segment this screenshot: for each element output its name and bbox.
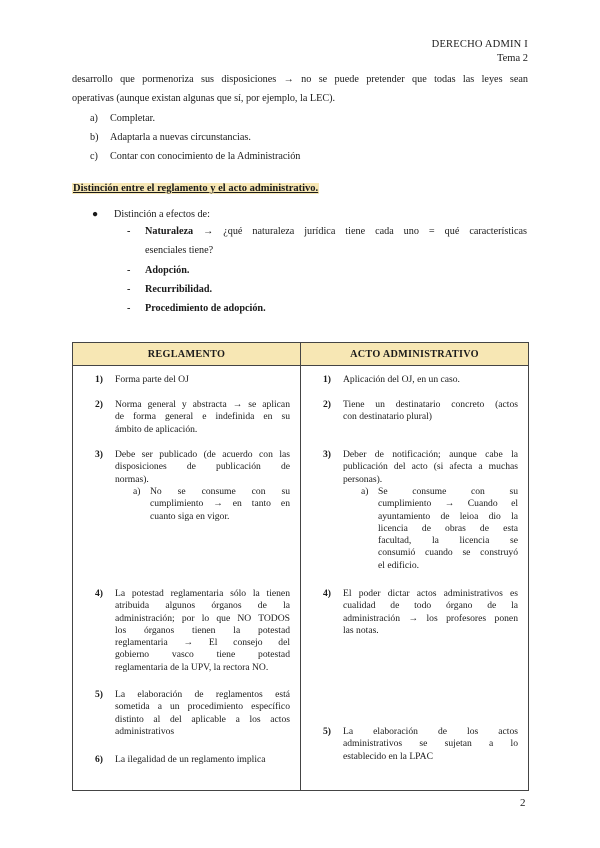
item-text: Deber de notificación; aunque cabe la publicación del acto (si afecta a muchas personas). — [343, 449, 518, 485]
section-title: Distinción entre el reglamento y el acto administrativo. — [73, 183, 319, 194]
subitem-text: No se consume con su cumplimiento → en tanto en cuanto siga en vigor. — [150, 486, 290, 522]
comparison-table — [72, 342, 529, 791]
item-number: 3) — [323, 449, 331, 460]
column-header-reglamento: REGLAMENTO — [73, 343, 301, 366]
item-text: La elaboración de los actos administrativos se sujetan a lo establecido en la LPAC — [343, 726, 518, 762]
intro-list-item — [90, 131, 251, 145]
item-number: 1) — [323, 374, 331, 385]
list-text: Contar con conocimiento de la Administración — [110, 151, 301, 162]
intro-line-1: desarrollo que pormenoriza sus disposiciones → no se puede pretender que todas las leyes sean — [72, 74, 528, 85]
criterion-item: - Naturaleza → ¿qué naturaleza jurídica tiene cada uno = qué características esenciales tiene? — [127, 222, 527, 260]
item-number: 1) — [95, 374, 103, 385]
intro-paragraph — [72, 70, 528, 108]
acto-column — [301, 366, 529, 791]
item-text: Forma parte del OJ — [115, 374, 189, 385]
reglamento-column — [73, 366, 301, 791]
item-number: 5) — [95, 689, 103, 700]
page-number: 2 — [520, 797, 526, 809]
item-text: El poder dictar actos administrativos es cualidad de todo órgano de la administración → los profesores ponen las notas. — [343, 588, 518, 636]
header-course: DERECHO ADMIN I — [431, 39, 528, 50]
intro-list-item — [90, 150, 300, 164]
item-text: Aplicación del OJ, en un caso. — [343, 374, 460, 385]
item-number: 6) — [95, 754, 103, 765]
list-marker: c) — [90, 151, 98, 162]
criterion-description: → ¿qué naturaleza jurídica tiene cada uno = qué características — [203, 226, 528, 237]
intro-list-item — [90, 112, 155, 126]
criterion-term: Naturaleza — [145, 226, 194, 237]
intro-line-2: operativas (aunque existan algunas que sí, por ejemplo, la LEC). — [72, 93, 336, 104]
item-text: La ilegalidad de un reglamento implica — [115, 754, 266, 765]
item-text: Norma general y abstracta → se aplican de forma general e indefinida en su ámbito de aplicación. — [115, 399, 290, 435]
item-number: 2) — [95, 399, 103, 410]
item-number: 4) — [323, 588, 331, 599]
subitem-text: Se consume con su cumplimiento → Cuando el ayuntamiento de leioa dio la licencia de obras de esta facultad, la licencia se consumió cuando se construyó el edificio. — [378, 486, 518, 571]
criterion-item: - Recurribilidad. — [127, 284, 213, 295]
criterion-term: Adopción. — [145, 265, 190, 276]
criterion-term: Procedimiento de adopción. — [145, 303, 266, 314]
bullet-item — [92, 209, 210, 220]
item-text: Tiene un destinatario concreto (actos con destinatario plural) — [343, 399, 518, 423]
item-number: 3) — [95, 449, 103, 460]
header-topic: Tema 2 — [496, 53, 528, 64]
subitem-marker: a) — [361, 486, 369, 497]
criterion-item: - Adopción. — [127, 265, 190, 276]
subitem-marker: a) — [133, 486, 141, 497]
item-text: Debe ser publicado (de acuerdo con las disposiciones de publicación de normas). — [115, 449, 290, 485]
criterion-term: Recurribilidad. — [145, 284, 213, 295]
column-header-acto: ACTO ADMINISTRATIVO — [301, 343, 529, 366]
list-text: Adaptarla a nuevas circunstancias. — [110, 132, 251, 143]
list-text: Completar. — [110, 113, 155, 124]
criterion-description-cont: esenciales tiene? — [145, 245, 214, 256]
item-number: 5) — [323, 726, 331, 737]
bullet-marker: ● — [92, 209, 99, 220]
item-text: La elaboración de reglamentos está sometida a un procedimiento específico distinto al del aplicable a los actos administrativos — [115, 689, 290, 737]
bullet-text: Distinción a efectos de: — [114, 209, 210, 220]
item-text: La potestad reglamentaria sólo la tienen atribuida algunos órganos de la administración; por lo que NO TODOS los órganos tienen la potestad reglamentaria → El consejo del gobierno vasco tiene potestad reglamentaria de la UPV, la rectora NO. — [115, 588, 290, 673]
list-marker: a) — [90, 113, 98, 124]
item-number: 4) — [95, 588, 103, 599]
list-marker: b) — [90, 132, 99, 143]
item-number: 2) — [323, 399, 331, 410]
criterion-item: - Procedimiento de adopción. — [127, 303, 266, 314]
